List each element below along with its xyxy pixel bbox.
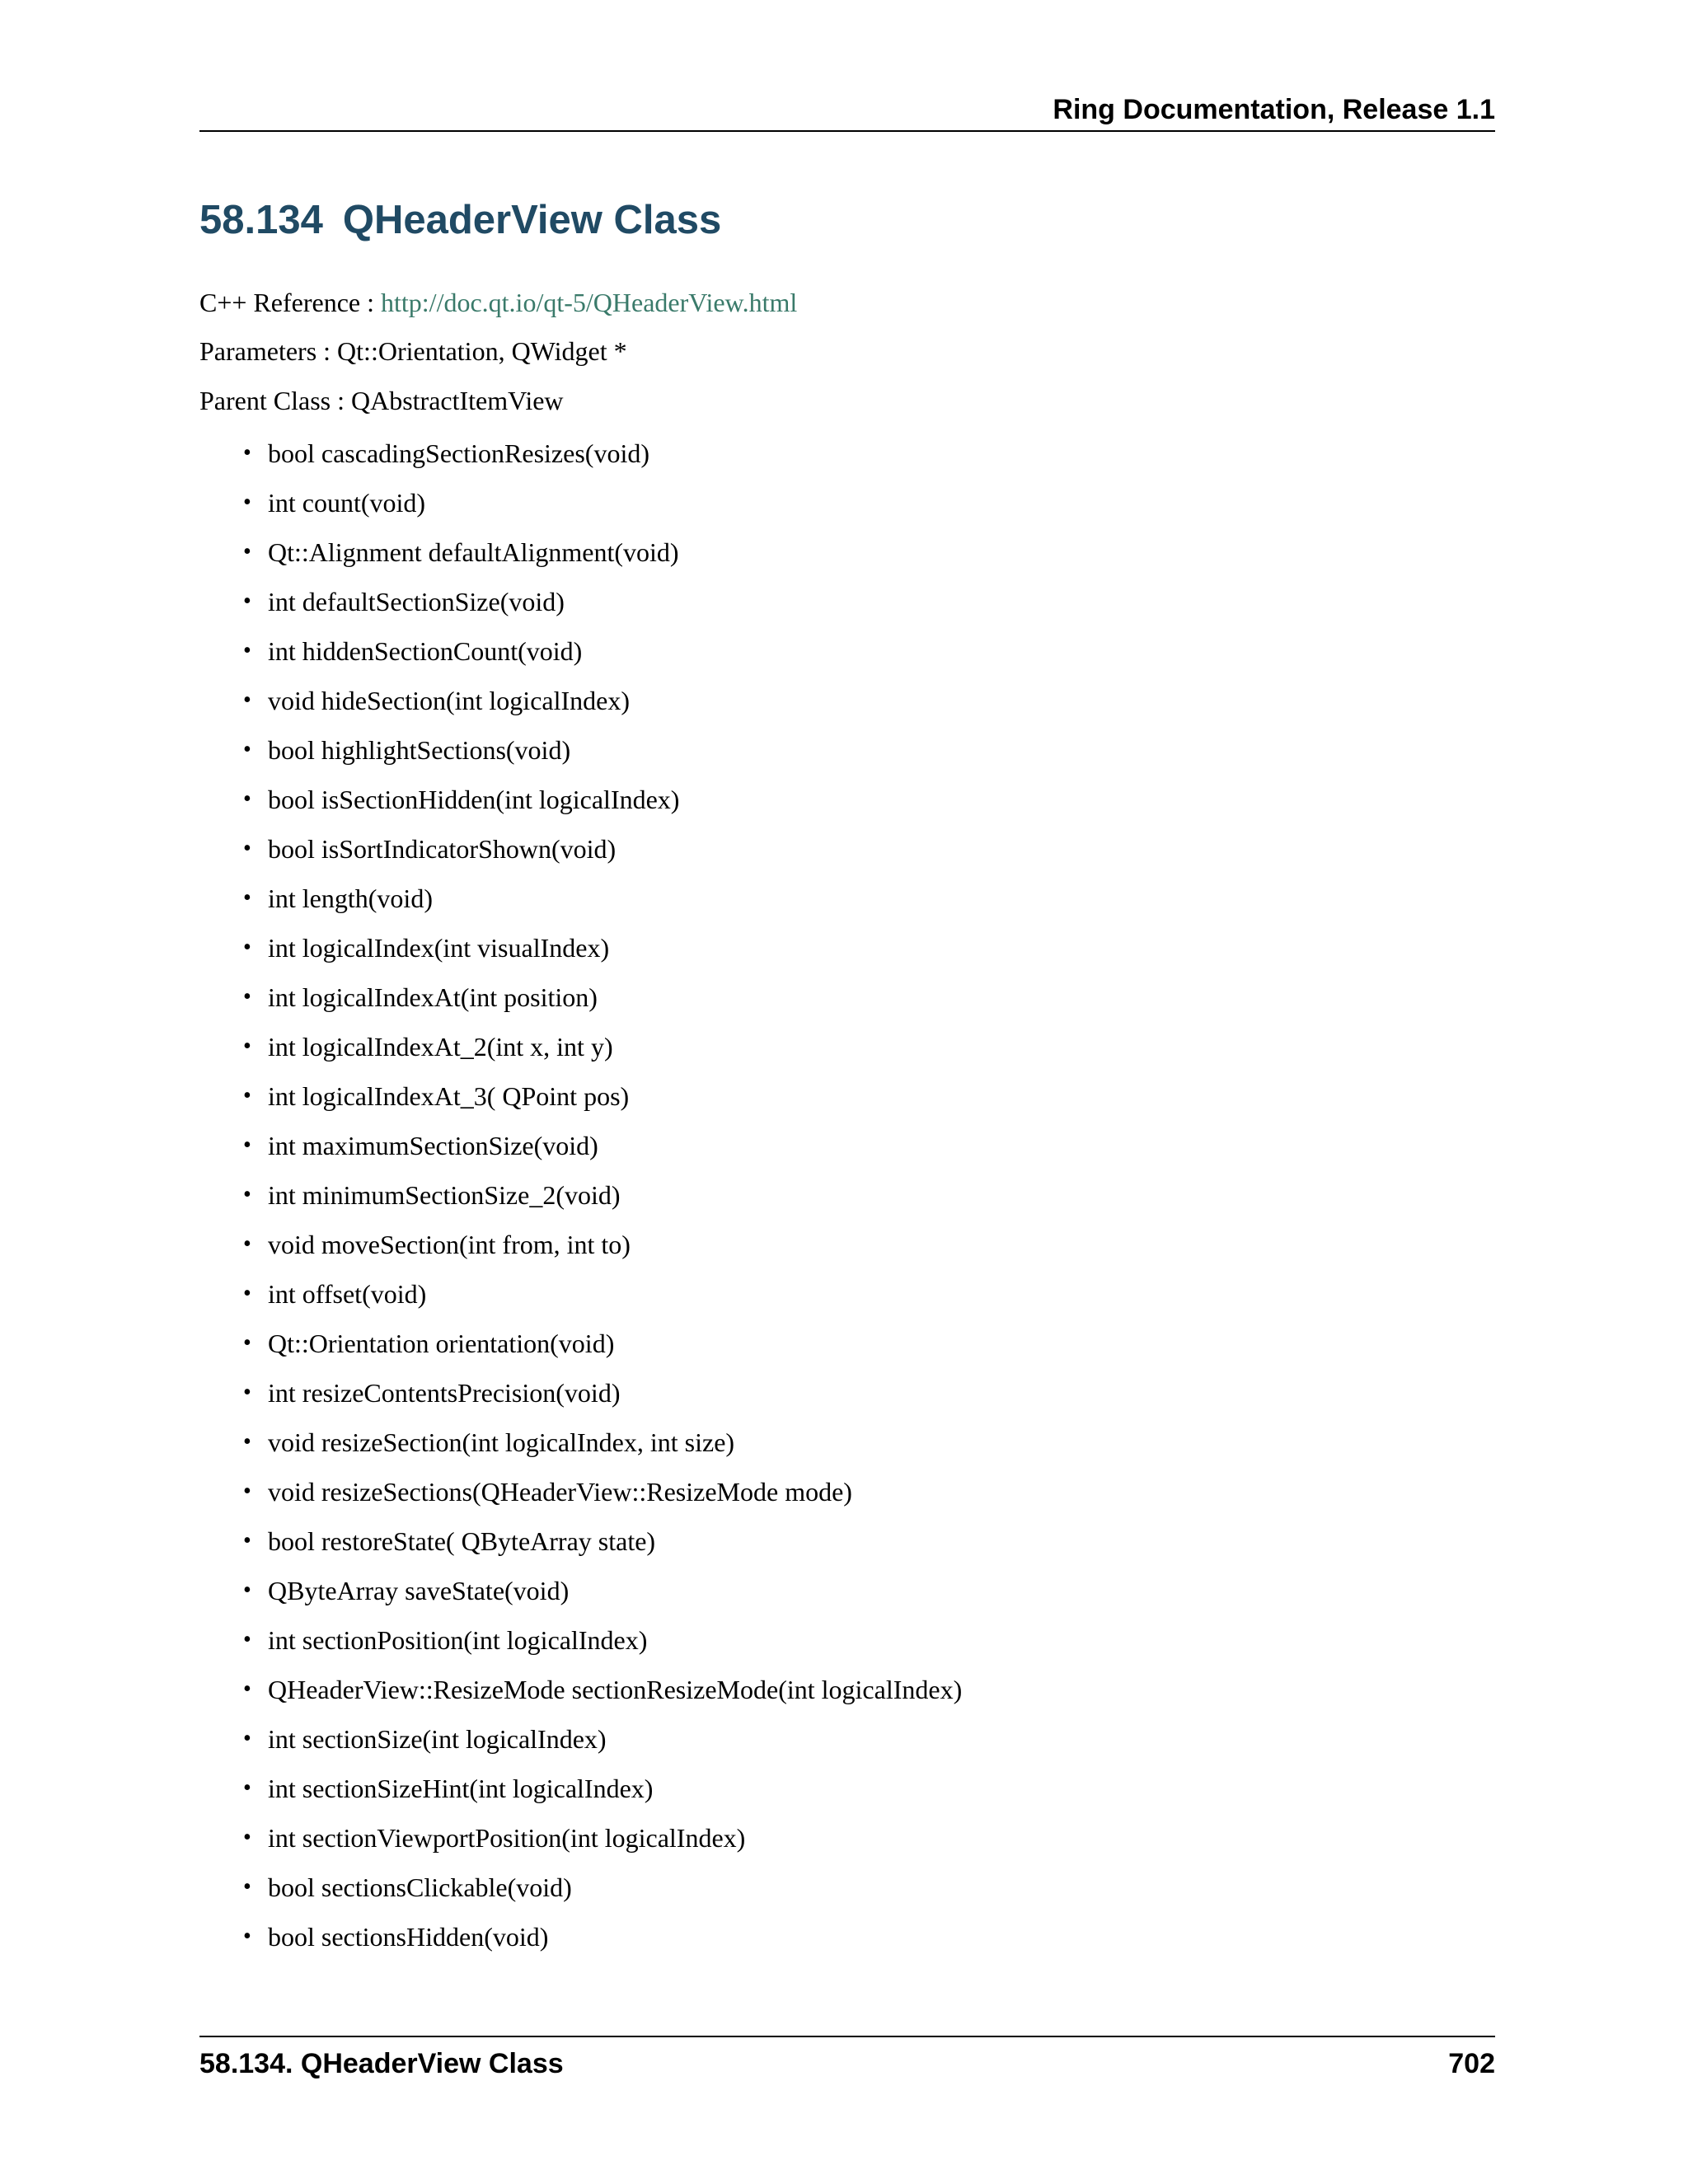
method-item — [199, 1030, 962, 1080]
method-item — [199, 1920, 962, 1970]
method-item — [199, 981, 962, 1030]
method-item — [199, 1673, 962, 1722]
method-signature: Qt::Alignment defaultAlignment(void) — [268, 537, 679, 567]
bullet-icon: • — [243, 1825, 251, 1850]
bullet-icon: • — [243, 1627, 251, 1652]
cpp-reference-link[interactable]: http://doc.qt.io/qt-5/QHeaderView.html — [381, 288, 798, 317]
method-item — [199, 1871, 962, 1920]
bullet-icon: • — [243, 638, 251, 663]
method-signature: bool sectionsHidden(void) — [268, 1922, 549, 1952]
page-header — [199, 89, 1495, 132]
bullet-icon: • — [243, 588, 251, 614]
bullet-icon: • — [243, 935, 251, 960]
method-item — [199, 684, 962, 733]
method-signature: int logicalIndexAt_3( QPoint pos) — [268, 1081, 630, 1111]
method-item — [199, 1129, 962, 1179]
footer-section-label: 58.134. QHeaderView Class — [199, 2048, 564, 2079]
method-item — [199, 1376, 962, 1426]
method-signature: int length(void) — [268, 883, 433, 913]
method-item — [199, 1277, 962, 1327]
bullet-icon: • — [243, 984, 251, 1010]
method-item — [199, 1624, 962, 1673]
method-signature: bool highlightSections(void) — [268, 735, 571, 765]
method-item — [199, 1327, 962, 1376]
section-title: QHeaderView Class — [342, 198, 722, 242]
page-number: 702 — [1448, 2048, 1495, 2079]
method-signature: void resizeSections(QHeaderView::ResizeMode mode) — [268, 1477, 852, 1507]
method-item — [199, 783, 962, 832]
bullet-icon: • — [243, 1281, 251, 1306]
bullet-icon: • — [243, 885, 251, 911]
method-item — [199, 1772, 962, 1821]
method-signature: bool isSectionHidden(int logicalIndex) — [268, 785, 680, 814]
method-signature: int sectionSize(int logicalIndex) — [268, 1724, 607, 1754]
method-item — [199, 635, 962, 684]
bullet-icon: • — [243, 1231, 251, 1257]
method-signature: int resizeContentsPrecision(void) — [268, 1378, 621, 1408]
method-signature: bool isSortIndicatorShown(void) — [268, 834, 617, 864]
method-signature: void moveSection(int from, int to) — [268, 1230, 631, 1259]
method-signature: int count(void) — [268, 488, 426, 518]
bullet-icon: • — [243, 1330, 251, 1356]
method-item — [199, 1722, 962, 1772]
method-signature: int logicalIndexAt_2(int x, int y) — [268, 1032, 613, 1062]
method-item — [199, 1080, 962, 1129]
method-signature: QHeaderView::ResizeMode sectionResizeMode(int logicalIndex) — [268, 1675, 963, 1704]
parent-class-line: Parent Class : QAbstractItemView — [199, 386, 564, 415]
method-item — [199, 536, 962, 585]
method-item — [199, 437, 962, 486]
bullet-icon: • — [243, 440, 251, 466]
method-item — [199, 1475, 962, 1525]
bullet-icon: • — [243, 1726, 251, 1751]
method-signature: int sectionSizeHint(int logicalIndex) — [268, 1774, 654, 1803]
bullet-icon: • — [243, 1479, 251, 1504]
method-signature: bool cascadingSectionResizes(void) — [268, 438, 649, 468]
method-signature: void hideSection(int logicalIndex) — [268, 686, 630, 715]
method-item — [199, 1179, 962, 1228]
method-signature: bool sectionsClickable(void) — [268, 1872, 572, 1902]
method-item — [199, 1574, 962, 1624]
bullet-icon: • — [243, 1874, 251, 1900]
method-signature: int logicalIndexAt(int position) — [268, 982, 598, 1012]
bullet-icon: • — [243, 1429, 251, 1455]
method-item — [199, 1228, 962, 1277]
method-signature: int sectionViewportPosition(int logicalIndex) — [268, 1823, 746, 1853]
bullet-icon: • — [243, 1528, 251, 1554]
bullet-icon: • — [243, 1676, 251, 1702]
bullet-icon: • — [243, 1577, 251, 1603]
bullet-icon: • — [243, 836, 251, 861]
section-number: 58.134 — [199, 198, 323, 242]
method-list — [199, 437, 962, 1970]
method-signature: int logicalIndex(int visualIndex) — [268, 933, 610, 963]
method-item — [199, 1426, 962, 1475]
parameters-line: Parameters : Qt::Orientation, QWidget * — [199, 336, 627, 366]
method-signature: int maximumSectionSize(void) — [268, 1131, 598, 1160]
bullet-icon: • — [243, 490, 251, 515]
bullet-icon: • — [243, 1132, 251, 1158]
page-footer — [199, 2036, 1495, 2087]
bullet-icon: • — [243, 1033, 251, 1059]
method-signature: void resizeSection(int logicalIndex, int size) — [268, 1427, 735, 1457]
method-signature: bool restoreState( QByteArray state) — [268, 1526, 656, 1556]
method-signature: Qt::Orientation orientation(void) — [268, 1329, 615, 1358]
method-item — [199, 1821, 962, 1871]
bullet-icon: • — [243, 539, 251, 565]
method-item — [199, 585, 962, 635]
method-item — [199, 832, 962, 882]
method-item — [199, 931, 962, 981]
bullet-icon: • — [243, 1775, 251, 1801]
bullet-icon: • — [243, 737, 251, 762]
method-item — [199, 486, 962, 536]
bullet-icon: • — [243, 1380, 251, 1405]
bullet-icon: • — [243, 687, 251, 713]
method-item — [199, 882, 962, 931]
bullet-icon: • — [243, 1083, 251, 1108]
method-signature: int defaultSectionSize(void) — [268, 587, 565, 616]
method-signature: int sectionPosition(int logicalIndex) — [268, 1625, 648, 1655]
method-signature: int hiddenSectionCount(void) — [268, 636, 583, 666]
method-signature: int minimumSectionSize_2(void) — [268, 1180, 621, 1210]
bullet-icon: • — [243, 1182, 251, 1207]
document-title: Ring Documentation, Release 1.1 — [1053, 94, 1495, 125]
method-signature: QByteArray saveState(void) — [268, 1576, 570, 1605]
cpp-reference — [199, 286, 797, 319]
method-item — [199, 733, 962, 783]
method-signature: int offset(void) — [268, 1279, 427, 1309]
section-heading — [199, 191, 721, 249]
method-item — [199, 1525, 962, 1574]
cpp-reference-label: C++ Reference : — [199, 288, 381, 317]
bullet-icon: • — [243, 786, 251, 812]
bullet-icon: • — [243, 1924, 251, 1949]
